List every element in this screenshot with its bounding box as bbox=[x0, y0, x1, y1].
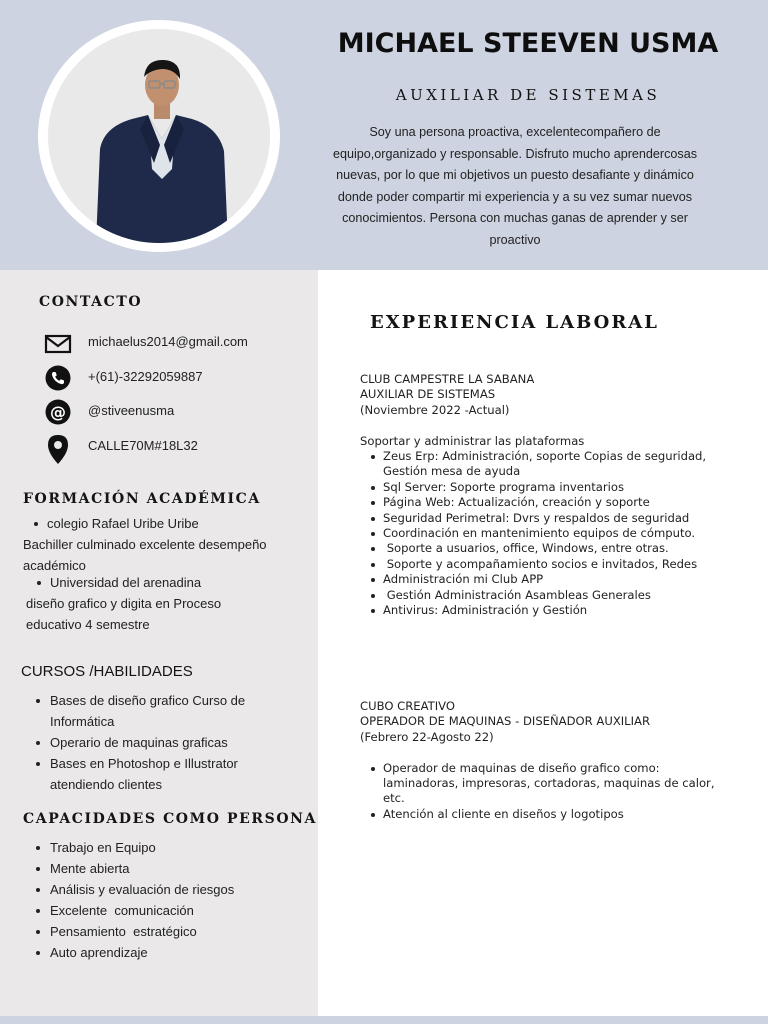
job-1-period: (Noviembre 2022 -Actual) bbox=[360, 402, 510, 417]
job-1-task: Soporte y acompañamiento socios e invitados, Redes bbox=[360, 557, 720, 572]
experience-title: EXPERIENCIA LABORAL bbox=[370, 312, 659, 333]
job-2-position: OPERADOR DE MAQUINAS - DISEÑADOR AUXILIAR bbox=[360, 714, 651, 729]
bullet bbox=[37, 581, 41, 585]
education-item-1: colegio Rafael Uribe Uribe bbox=[47, 516, 199, 531]
bullet bbox=[36, 741, 40, 745]
location-pin-icon bbox=[44, 433, 72, 461]
capacity-item-5: Pensamiento estratégico bbox=[50, 924, 197, 939]
bullet bbox=[36, 909, 40, 913]
course-item-1: Bases de diseño grafico Curso de Informática bbox=[50, 693, 246, 729]
job-1-task: Página Web: Actualización, creación y soporte bbox=[360, 495, 720, 510]
job-2-period: (Febrero 22-Agosto 22) bbox=[360, 729, 494, 744]
job-1-intro: Soportar y administrar las plataformas bbox=[360, 433, 585, 448]
capacities-title: CAPACIDADES COMO PERSONA bbox=[23, 811, 317, 827]
education-title: FORMACIÓN ACADÉMICA bbox=[23, 491, 261, 507]
svg-text:@: @ bbox=[50, 402, 66, 422]
education-item-1-detail: Bachiller culminado excelente desempeño académico bbox=[23, 537, 267, 573]
bullet bbox=[34, 522, 38, 526]
contact-address-text: CALLE70M#18L32 bbox=[88, 438, 198, 453]
contact-email[interactable] bbox=[44, 329, 314, 357]
phone-icon bbox=[44, 364, 72, 392]
courses-title: CURSOS /HABILIDADES bbox=[21, 663, 193, 680]
contact-social[interactable] bbox=[44, 398, 314, 426]
bullet bbox=[36, 867, 40, 871]
job-1-task: Gestión Administración Asambleas Generales bbox=[360, 588, 720, 603]
job-1-task: Coordinación en mantenimiento equipos de cómputo. bbox=[360, 526, 720, 541]
at-icon bbox=[44, 398, 72, 426]
job-1-task: Antivirus: Administración y Gestión bbox=[360, 603, 720, 618]
candidate-role: AUXILIAR DE SISTEMAS bbox=[395, 86, 661, 104]
contact-address bbox=[44, 433, 314, 461]
contact-title: CONTACTO bbox=[39, 294, 143, 310]
footer-band bbox=[0, 1016, 768, 1024]
contact-phone-text: +(61)-32292059887 bbox=[88, 369, 203, 384]
capacity-item-3: Análisis y evaluación de riesgos bbox=[50, 882, 235, 897]
bullet bbox=[36, 699, 40, 703]
profile-photo bbox=[48, 29, 270, 243]
candidate-name: MICHAEL STEEVEN USMA bbox=[337, 28, 719, 59]
contact-phone[interactable] bbox=[44, 364, 314, 392]
mail-icon bbox=[44, 329, 72, 357]
bullet bbox=[36, 762, 40, 766]
capacity-item-2: Mente abierta bbox=[50, 861, 130, 876]
course-item-2: Operario de maquinas graficas bbox=[50, 735, 228, 750]
job-1-task: Sql Server: Soporte programa inventarios bbox=[360, 480, 720, 495]
job-1-company: CLUB CAMPESTRE LA SABANA bbox=[360, 372, 535, 386]
bullet bbox=[36, 846, 40, 850]
job-1-task: Soporte a usuarios, office, Windows, entre otras. bbox=[360, 541, 720, 556]
job-1 bbox=[360, 372, 720, 618]
bullet bbox=[36, 888, 40, 892]
capacity-item-6: Auto aprendizaje bbox=[50, 945, 148, 960]
profile-summary: Soy una persona proactiva, excelentecompañero de equipo,organizado y responsable. Disfruto mucho aprendercosas nuevas, por lo que mi objetivos un puesto desafiante y dinámico donde poder compartir mi experiencia y a su vez sumar nuevos conocimientos. Persona con muchas ganas de aprender y ser proactivo bbox=[332, 125, 698, 247]
job-2 bbox=[360, 699, 720, 822]
bullet bbox=[36, 930, 40, 934]
job-2-task: Atención al cliente en diseños y logotipos bbox=[360, 807, 720, 822]
job-2-task: Operador de maquinas de diseño grafico como: laminadoras, impresoras, cortadoras, maquinas de calor, etc. bbox=[360, 761, 720, 807]
capacity-item-4: Excelente comunicación bbox=[50, 903, 194, 918]
capacity-item-1: Trabajo en Equipo bbox=[50, 840, 156, 855]
education-item-2-detail: diseño grafico y digita en Proceso educativo 4 semestre bbox=[26, 596, 222, 632]
job-1-task: Administración mi Club APP bbox=[360, 572, 720, 587]
job-1-task: Seguridad Perimetral: Dvrs y respaldos de seguridad bbox=[360, 511, 720, 526]
job-2-company: CUBO CREATIVO bbox=[360, 699, 456, 713]
education-item-2: Universidad del arenadina bbox=[50, 575, 202, 590]
contact-social-text: @stiveenusma bbox=[88, 403, 175, 418]
contact-email-text: michaelus2014@gmail.com bbox=[88, 334, 248, 349]
job-1-position: AUXILIAR DE SISTEMAS bbox=[360, 387, 496, 402]
course-item-3: Bases en Photoshop e Illustrator atendiendo clientes bbox=[50, 756, 238, 792]
bullet bbox=[36, 951, 40, 955]
job-1-task: Zeus Erp: Administración, soporte Copias de seguridad, Gestión mesa de ayuda bbox=[360, 449, 720, 480]
